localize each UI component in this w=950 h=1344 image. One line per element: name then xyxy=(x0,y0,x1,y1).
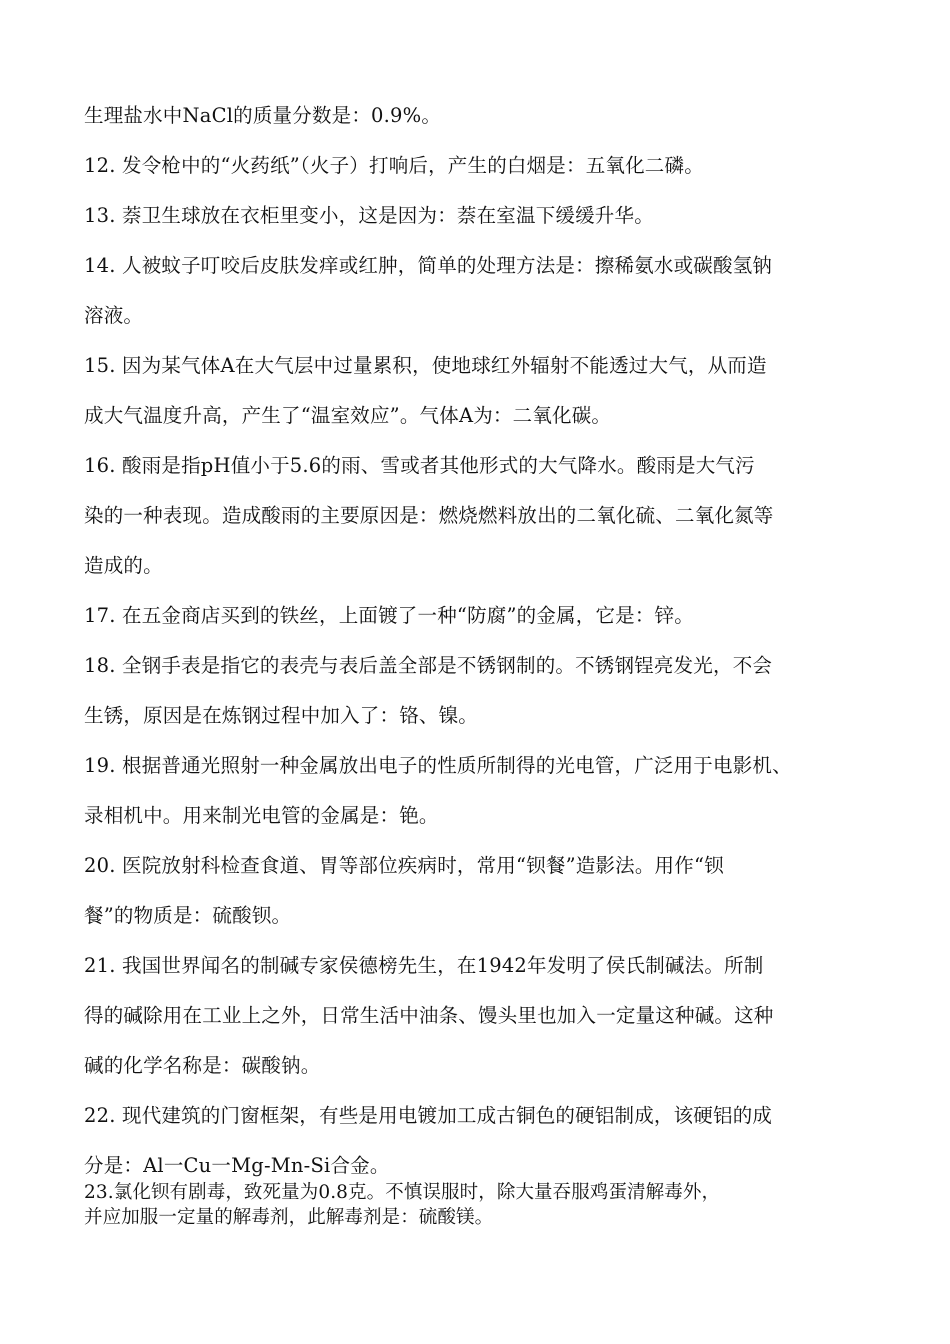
item-23-line-2: 并应加服一定量的解毒剂，此解毒剂是：硫酸镁。 xyxy=(84,1207,494,1228)
item-13-line-1: 13. 萘卫生球放在衣柜里变小，这是因为：萘在室温下缓缓升华。 xyxy=(84,204,654,227)
item-19-line-1: 19. 根据普通光照射一种金属放出电子的性质所制得的光电管，广泛用于电影机、 xyxy=(84,754,792,777)
item-15-line-2: 成大气温度升高，产生了“温室效应”。气体A为：二氧化碳。 xyxy=(84,404,612,427)
item-14-line-1: 14. 人被蚊子叮咬后皮肤发痒或红肿，简单的处理方法是：擦稀氨水或碳酸氢钠 xyxy=(84,254,773,277)
item-23-line-1: 23.氯化钡有剧毒，致死量为0.8克。不慎误服时，除大量吞服鸡蛋清解毒外， xyxy=(84,1182,721,1203)
item-18-line-2: 生锈，原因是在炼钢过程中加入了：铬、镍。 xyxy=(84,704,479,727)
item-14-line-2: 溶液。 xyxy=(84,304,144,327)
item-20-line-2: 餐”的物质是：硫酸钡。 xyxy=(84,904,292,927)
item-16-line-1: 16. 酸雨是指pH值小于5.6的雨、雪或者其他形式的大气降水。酸雨是大气污 xyxy=(84,454,755,477)
item-22-line-2: 分是：Al一Cu一Mg-Mn-Si合金。 xyxy=(84,1154,390,1177)
item-16-line-3: 造成的。 xyxy=(84,554,163,577)
item-21-line-2: 得的碱除用在工业上之外，日常生活中油条、馒头里也加入一定量这种碱。这种 xyxy=(84,1004,774,1027)
item-22-line-1: 22. 现代建筑的门窗框架，有些是用电镀加工成古铜色的硬铝制成，该硬铝的成 xyxy=(84,1104,773,1127)
text-line: 生理盐水中NaCl的质量分数是：0.9%。 xyxy=(84,104,442,127)
item-20-line-1: 20. 医院放射科检查食道、胃等部位疾病时，常用“钡餐”造影法。用作“钡 xyxy=(84,854,724,877)
item-16-line-2: 染的一种表现。造成酸雨的主要原因是：燃烧燃料放出的二氧化硫、二氧化氮等 xyxy=(84,504,774,527)
item-21-line-3: 碱的化学名称是：碳酸钠。 xyxy=(84,1054,321,1077)
item-12-line-1: 12. 发令枪中的“火药纸”（火子）打响后，产生的白烟是：五氧化二磷。 xyxy=(84,154,704,177)
item-21-line-1: 21. 我国世界闻名的制碱专家侯德榜先生，在1942年发明了侯氏制碱法。所制 xyxy=(84,954,764,977)
item-18-line-1: 18. 全钢手表是指它的表壳与表后盖全部是不锈钢制的。不锈钢锃亮发光，不会 xyxy=(84,654,773,677)
item-15-line-1: 15. 因为某气体A在大气层中过量累积，使地球红外辐射不能透过大气，从而造 xyxy=(84,354,767,377)
item-19-line-2: 录相机中。用来制光电管的金属是：铯。 xyxy=(84,804,439,827)
item-17-line-1: 17. 在五金商店买到的铁丝，上面镀了一种“防腐”的金属，它是：锌。 xyxy=(84,604,694,627)
